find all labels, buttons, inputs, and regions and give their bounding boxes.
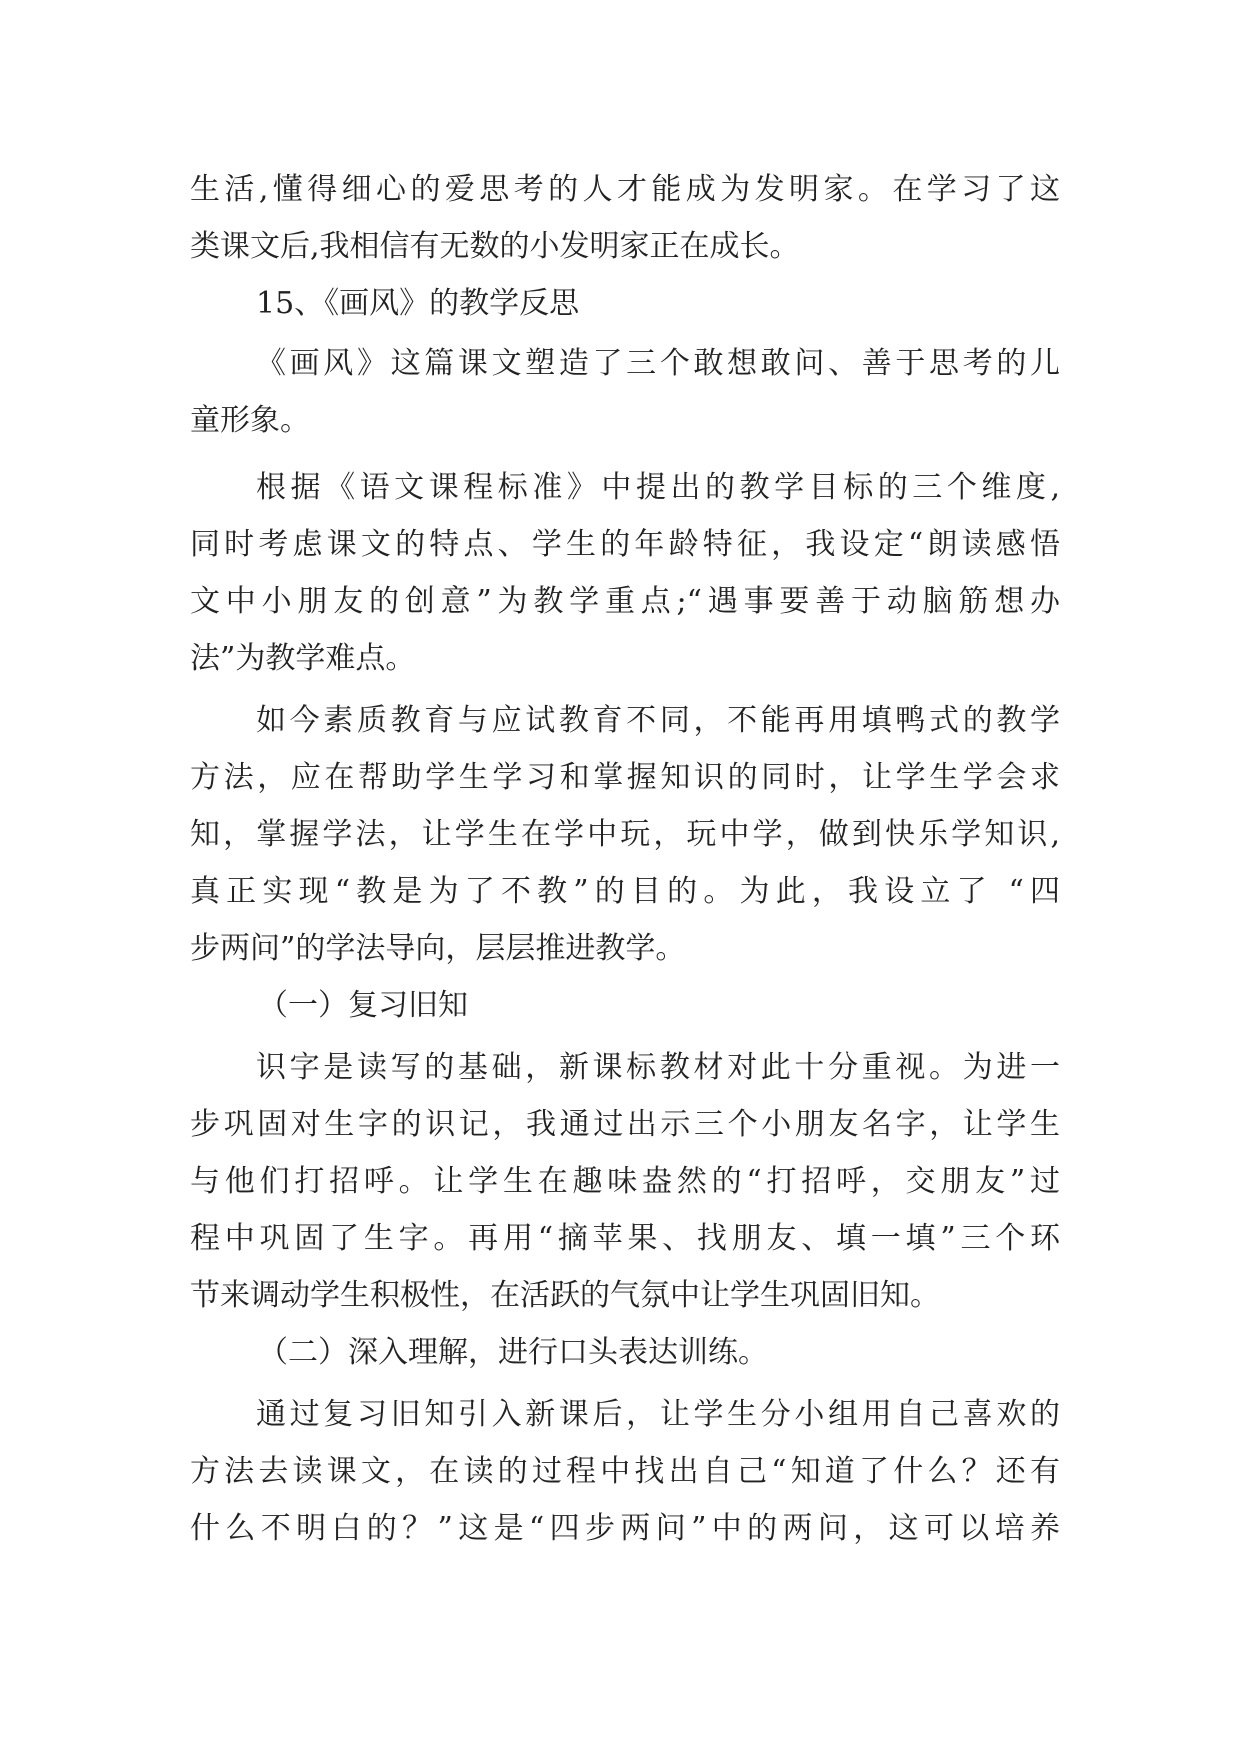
paragraph-line: 节来调动学生积极性，在活跃的气氛中让学生巩固旧知。: [190, 1278, 940, 1313]
paragraph-line: 程中巩固了生字。再用“摘苹果、找朋友、填一填”三个环: [190, 1221, 1060, 1256]
paragraph-line: 文中小朋友的创意”为教学重点;“遇事要善于动脑筋想办: [190, 584, 1060, 619]
paragraph-line: 《画风》这篇课文塑造了三个敢想敢问、善于思考的儿: [256, 346, 1060, 381]
subsection-heading: （一）复习旧知: [258, 988, 468, 1023]
section-heading: 15、《画风》的教学反思: [256, 286, 580, 321]
paragraph-line: 通过复习旧知引入新课后，让学生分小组用自己喜欢的: [256, 1397, 1060, 1432]
paragraph-line: 知，掌握学法，让学生在学中玩，玩中学，做到快乐学知识,: [190, 817, 1060, 852]
paragraph-line: 识字是读写的基础，新课标教材对此十分重视。为进一: [256, 1050, 1060, 1085]
paragraph-line: 类课文后,我相信有无数的小发明家正在成长。: [190, 229, 800, 264]
paragraph-line: 什么不明白的？”这是“四步两问”中的两问，这可以培养: [190, 1511, 1060, 1546]
paragraph-line: 步巩固对生字的识记，我通过出示三个小朋友名字，让学生: [190, 1107, 1060, 1142]
paragraph-line: 根据《语文课程标准》中提出的教学目标的三个维度,: [256, 470, 1060, 505]
paragraph-line: 与他们打招呼。让学生在趣味盎然的“打招呼，交朋友”过: [190, 1164, 1060, 1199]
subsection-heading: （二）深入理解，进行口头表达训练。: [258, 1335, 768, 1370]
paragraph-line: 生活,懂得细心的爱思考的人才能成为发明家。在学习了这: [190, 172, 1060, 207]
paragraph-line: 如今素质教育与应试教育不同，不能再用填鸭式的教学: [256, 703, 1060, 738]
paragraph-line: 真正实现“教是为了不教”的目的。为此，我设立了 “四: [190, 874, 1060, 909]
paragraph-line: 步两问”的学法导向，层层推进教学。: [190, 931, 686, 966]
paragraph-line: 方法去读课文，在读的过程中找出自己“知道了什么？还有: [190, 1454, 1060, 1489]
paragraph-line: 同时考虑课文的特点、学生的年龄特征，我设定“朗读感悟: [190, 527, 1060, 562]
paragraph-line: 法”为教学难点。: [190, 641, 416, 676]
paragraph-line: 童形象。: [190, 403, 310, 438]
paragraph-line: 方法，应在帮助学生学习和掌握知识的同时，让学生学会求: [190, 760, 1060, 795]
